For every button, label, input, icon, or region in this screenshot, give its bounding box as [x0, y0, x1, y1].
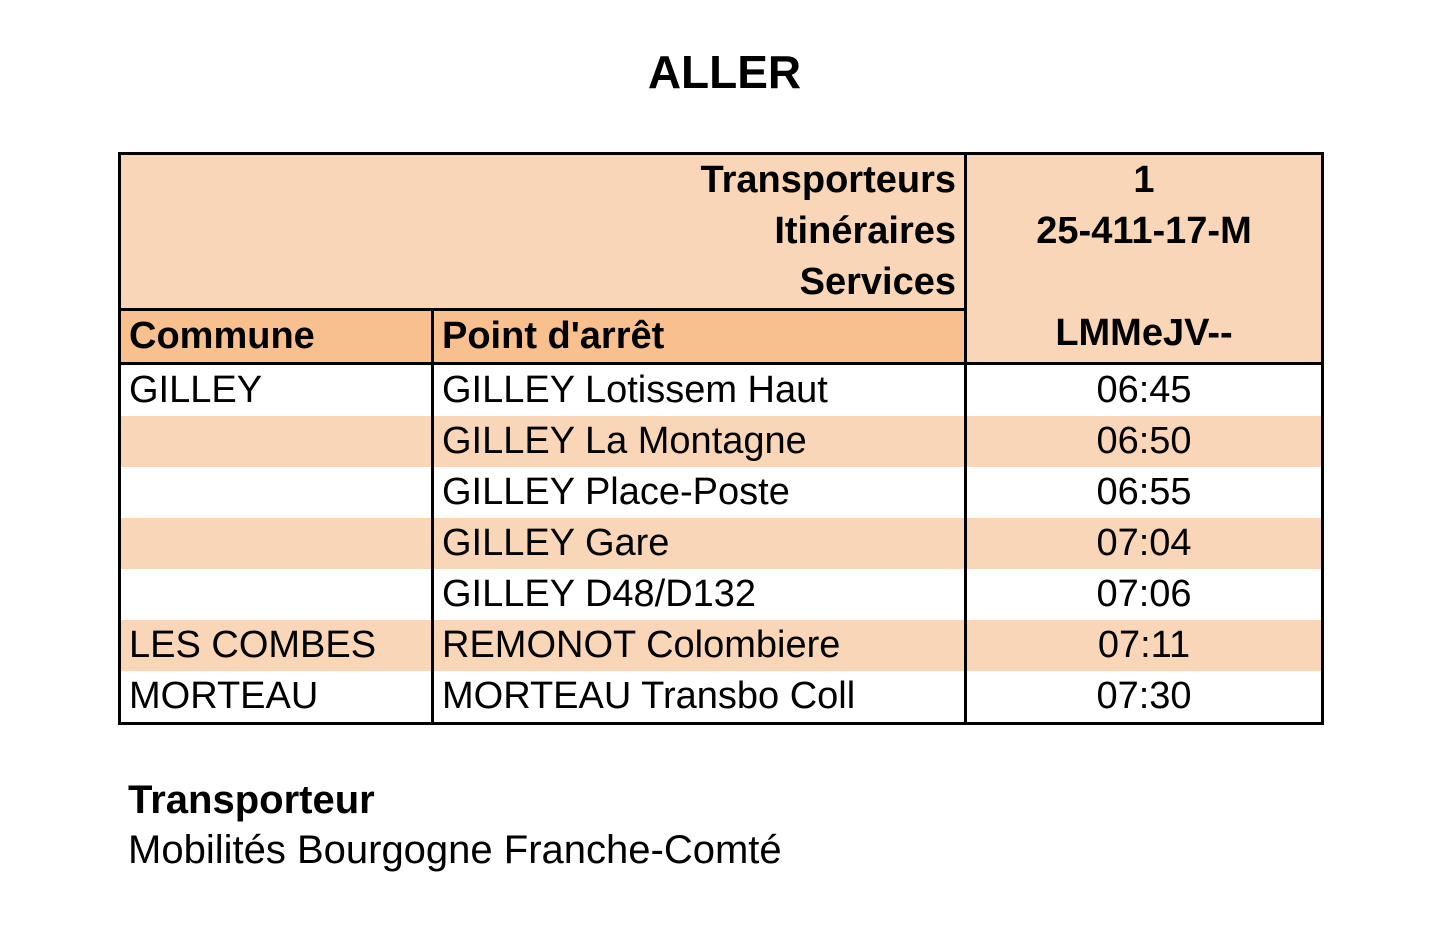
time-cell: 07:04 — [966, 518, 1323, 569]
column-header-commune: Commune — [120, 310, 433, 364]
commune-cell — [120, 467, 433, 518]
table-row — [120, 620, 1323, 671]
table-row — [120, 518, 1323, 569]
stop-cell: GILLEY Gare — [433, 518, 966, 569]
timetable — [118, 152, 1324, 725]
time-cell: 07:11 — [966, 620, 1323, 671]
time-cell: 06:55 — [966, 467, 1323, 518]
header-label-services: Services — [799, 261, 956, 303]
stop-cell: MORTEAU Transbo Coll — [433, 671, 966, 724]
stop-cell: GILLEY Lotissem Haut — [433, 364, 966, 417]
stop-cell: GILLEY Place-Poste — [433, 467, 966, 518]
stop-cell: REMONOT Colombiere — [433, 620, 966, 671]
time-cell: 07:06 — [966, 569, 1323, 620]
commune-cell — [120, 569, 433, 620]
time-cell: 06:50 — [966, 416, 1323, 467]
header-label-transporteurs: Transporteurs — [700, 159, 956, 201]
table-row — [120, 416, 1323, 467]
table-row — [120, 364, 1323, 417]
commune-cell — [120, 518, 433, 569]
header-row — [120, 154, 1323, 310]
service-days: LMMeJV-- — [1055, 312, 1233, 354]
commune-cell: MORTEAU — [120, 671, 433, 724]
commune-cell — [120, 416, 433, 467]
service-column-header — [966, 154, 1323, 364]
header-value-service — [975, 257, 1313, 308]
stop-cell: GILLEY D48/D132 — [433, 569, 966, 620]
header-value-transporteur: 1 — [1133, 159, 1155, 201]
header-labels — [120, 154, 966, 310]
time-cell: 07:30 — [966, 671, 1323, 724]
commune-cell: GILLEY — [120, 364, 433, 417]
footer-label: Transporteur — [128, 778, 375, 822]
header-label-itineraires: Itinéraires — [774, 210, 956, 252]
time-cell: 06:45 — [966, 364, 1323, 417]
commune-cell: LES COMBES — [120, 620, 433, 671]
table-row — [120, 569, 1323, 620]
column-header-stop: Point d'arrêt — [433, 310, 966, 364]
footer-carrier-name: Mobilités Bourgogne Franche-Comté — [128, 828, 782, 872]
header-value-itineraire: 25-411-17-M — [1036, 210, 1252, 252]
stop-cell: GILLEY La Montagne — [433, 416, 966, 467]
table-row — [120, 671, 1323, 724]
table-row — [120, 467, 1323, 518]
page-title: ALLER — [647, 46, 802, 98]
